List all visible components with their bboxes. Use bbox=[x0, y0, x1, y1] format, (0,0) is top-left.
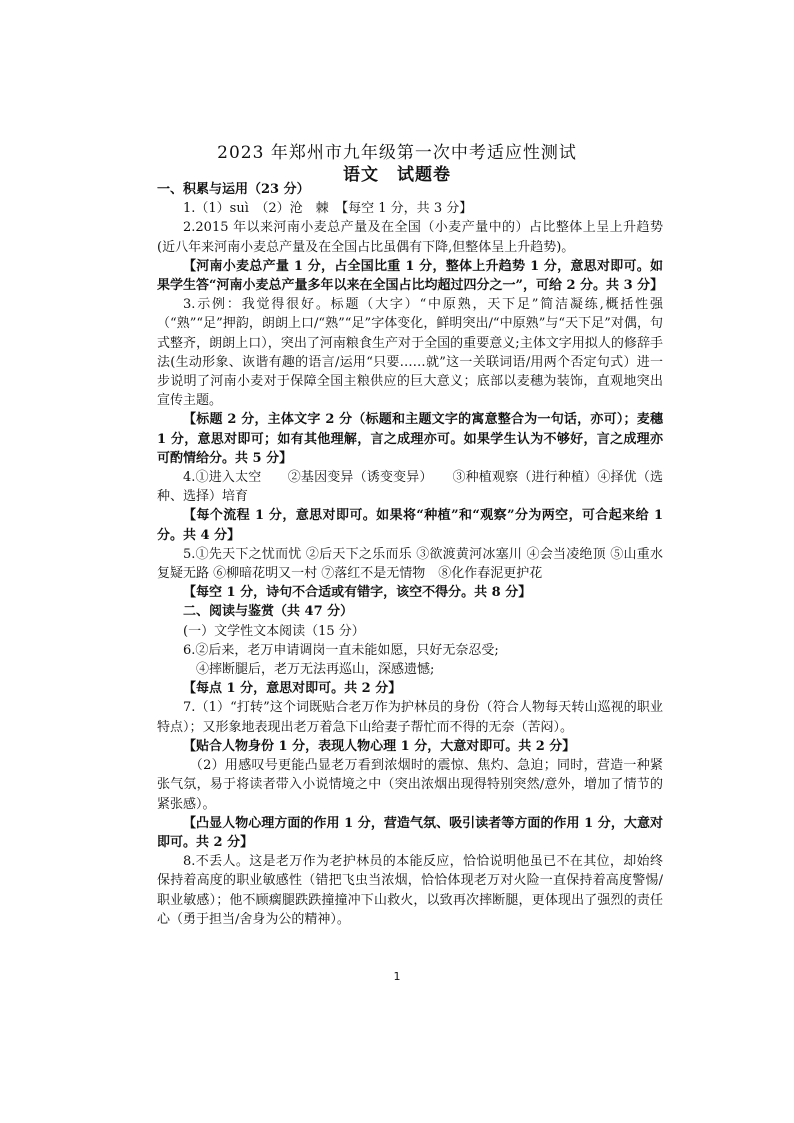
scoring-note-6: 【每点 1 分，意思对即可。共 2 分】 bbox=[183, 681, 402, 697]
answer-7-1: 7.（1）“打转”这个词既贴合老万作为护林员的身份（符合人物每天转山巡视的职业特点）；又形象地表现出老万着急下山给妻子帮忙而不得的无奈（苦闷）。 bbox=[157, 700, 663, 735]
scoring-note-7-1: 【贴合人物身份 1 分，表现人物心理 1 分，大意对即可。共 2 分】 bbox=[183, 738, 576, 754]
answer-4: 4.①进入太空 ②基因变异（诱变变异） ③种植观察（进行种植）④择优（选种、选择）培育 bbox=[157, 470, 663, 505]
answer-3: 3.示例：我觉得很好。标题（大字）“中原熟，天下足”简洁凝练,概括性强（“熟”“足”押韵，朗朗上口/“熟”“足”字体变化，鲜明突出/“中原熟”与“天下足”对偶，句式整齐，朗朗上口），突出了河南粮食生产对于全国的重要意义;主体文字用拟人的修辞手法(生动形象、诙谐有趣的语言/运用“只要……就”这一关联词语/用两个否定句式）进一步说明了河南小麦对于保障全国主粮供应的巨大意义；底部以麦穗为装饰，直观地突出宣传主题。 bbox=[157, 297, 663, 409]
section-heading-1: 一、积累与运用（23 分） bbox=[157, 182, 310, 197]
answer-1: 1.（1）suì （2）沧 棘 【每空 1 分，共 3 分】 bbox=[183, 201, 473, 217]
answer-2: 2.2015 年以来河南小麦总产量及在全国（小麦产量中的）占比整体上呈上升趋势(近八年来河南小麦总产量及在全国占比虽偶有下降,但整体呈上升趋势)。 bbox=[157, 220, 663, 255]
scoring-note-7-2: 【凸显人物心理方面的作用 1 分，营造气氛、吸引读者等方面的作用 1 分，大意对即可。共 2 分】 bbox=[157, 815, 663, 850]
answer-6a: 6.②后来，老万申请调岗一直未能如愿，只好无奈忍受; bbox=[183, 642, 499, 658]
document-title: 2023 年郑州市九年级第一次中考适应性测试 bbox=[217, 143, 577, 163]
answer-7-2: （2）用感叹号更能凸显老万看到浓烟时的震惊、焦灼、急迫；同时，营造一种紧张气氛，易于将读者带入小说情境之中（突出浓烟出现得特别突然/意外，增加了情节的紧张感）。 bbox=[157, 758, 663, 812]
document-subtitle: 语文 试题卷 bbox=[343, 165, 451, 185]
answer-body bbox=[157, 180, 663, 929]
scoring-note-5: 【每空 1 分，诗句不合适或有错字，该空不得分。共 8 分】 bbox=[183, 585, 532, 601]
answer-6b: ④摔断腿后，老万无法再巡山，深感遗憾; bbox=[183, 662, 435, 678]
section-heading-2: 二、阅读与鉴赏（共 47 分） bbox=[183, 604, 354, 620]
page-number: 1 bbox=[393, 970, 401, 983]
answer-5: 5.①先天下之忧而忧 ②后天下之乐而乐 ③欲渡黄河冰塞川 ④会当凌绝顶 ⑤山重水复疑无路 ⑥柳暗花明又一村 ⑦落红不是无情物 ⑧化作春泥更护花 bbox=[157, 546, 663, 582]
subsection-heading-1: (一）文学性文本阅读（15 分） bbox=[183, 623, 365, 639]
scoring-note-4: 【每个流程 1 分，意思对即可。如果将“种植”和“观察”分为两空，可合起来给 1 分。共 4 分】 bbox=[157, 508, 663, 543]
answer-8: 8.不丢人。这是老万作为老护林员的本能反应，恰恰说明他虽已不在其位，却始终保持着高度的职业敏感性（错把飞虫当浓烟，恰恰体现老万对火险一直保持着高度警惕/职业敏感）；他不顾瘸腿跌跌撞撞冲下山救火，以致再次摔断腿，更体现出了强烈的责任心（勇于担当/舍身为公的精神）。 bbox=[157, 854, 663, 927]
scoring-note-2: 【河南小麦总产量 1 分，占全国比重 1 分，整体上升趋势 1 分，意思对即可。如果学生答“河南小麦总产量多年以来在全国占比均超过四分之一”，可给 2 分。共 3 分】 bbox=[157, 258, 664, 294]
scoring-note-3: 【标题 2 分，主体文字 2 分（标题和主题文字的寓意整合为一句话，亦可）；麦穗 1 分，意思对即可；如有其他理解，言之成理亦可。如果学生认为不够好，言之成理亦可酌情给分。共 5 分】 bbox=[157, 412, 663, 466]
